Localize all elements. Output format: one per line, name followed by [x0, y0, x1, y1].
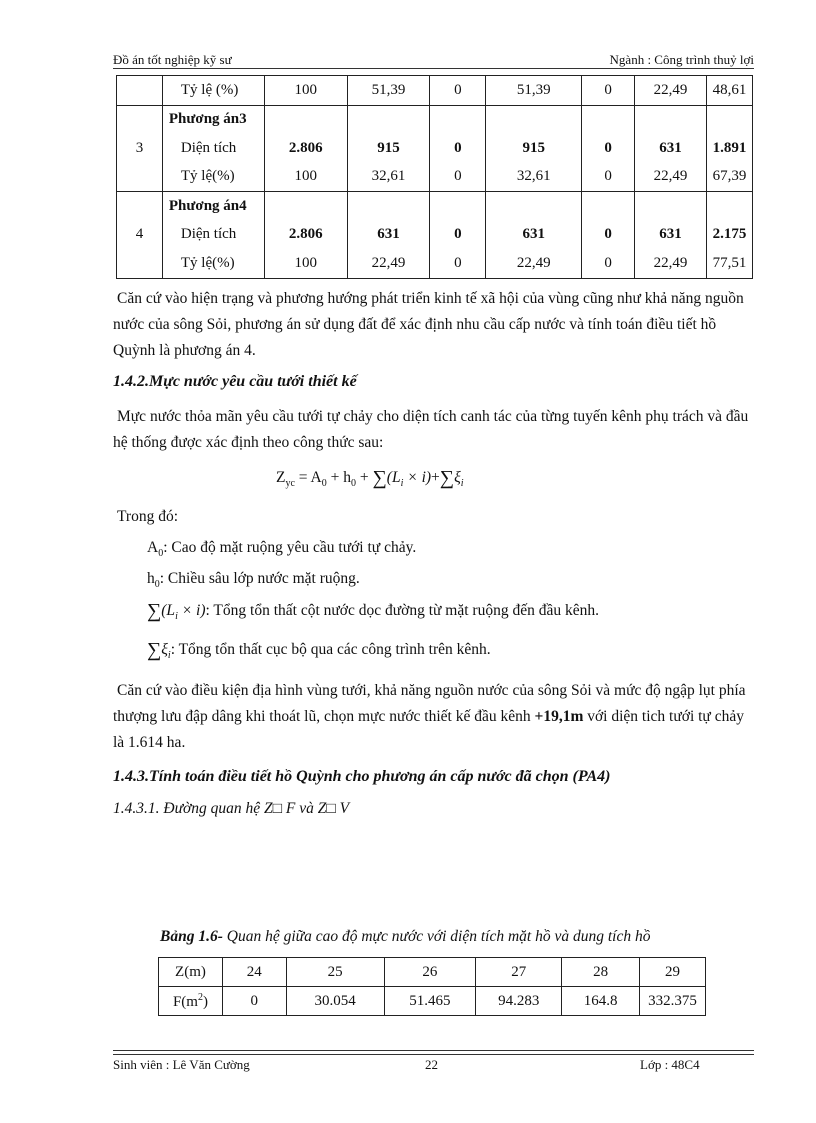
table-row: Tỷ lệ(%) 100 32,61 0 32,61 0 22,49 67,39	[117, 163, 753, 192]
table-row: 4 Diện tích 2.806 631 0 631 0 631 2.175	[117, 221, 753, 250]
heading-1-4-3-1: 1.4.3.1. Đường quan hệ Z□ F và Z□ V	[113, 800, 350, 817]
paragraph-water-level: Mực nước thỏa mãn yêu cầu tưới tự chảy cho diện tích canh tác của từng tuyến kênh phụ trách và đầu hệ thống được xác định theo công thức sau:	[113, 408, 749, 451]
table-row: Z(m) 24 25 26 27 28 29	[159, 958, 706, 987]
table-row: Tỷ lệ (%) 100 51,39 0 51,39 0 22,49 48,61	[117, 76, 753, 106]
def-h0: $h_0$: Chiều sâu lớp nước mặt ruộng.	[147, 570, 360, 591]
table-row: Phương án3	[117, 105, 753, 134]
table-row: $F(m^2)$ 0 30.054 51.465 94.283 164.8 332.375	[159, 987, 706, 1016]
heading-1-4-2: 1.4.2.Mực nước yêu cầu tưới thiết kế	[113, 373, 357, 390]
header-left: Đồ án tốt nghiệp kỹ sư	[113, 52, 232, 67]
page-number: 22	[425, 1057, 438, 1072]
table-caption: Bảng 1.6- Quan hệ giữa cao độ mực nước với diện tích mặt hồ và dung tích hồ	[160, 928, 651, 945]
heading-1-4-3: 1.4.3.Tính toán điều tiết hồ Quỳnh cho phương án cấp nước đã chọn (PA4)	[113, 768, 611, 785]
table-row: Phương án4	[117, 192, 753, 221]
def-sum-li: $\sum(L_i \times i)$: Tổng tổn thất cột nước dọc đường từ mặt ruộng đến đầu kênh.	[147, 600, 599, 623]
footer-left: Sinh viên : Lê Văn Cường	[113, 1057, 250, 1072]
table-row: Tỷ lệ(%) 100 22,49 0 22,49 0 22,49 77,51	[117, 249, 753, 278]
land-use-table	[116, 75, 753, 279]
trong-do-label: Trong đó:	[117, 508, 179, 525]
header-right: Ngành : Công trình thuỷ lợi	[609, 52, 754, 67]
def-a0: $A_0$: Cao độ mặt ruộng yêu cầu tưới tự chảy.	[147, 539, 417, 560]
table-row: 3 Diện tích 2.806 915 0 915 0 631 1.891	[117, 134, 753, 163]
formula-zyc: $Z_{yc} = A_0 + h_0 + \sum(L_i \times i)+\sum\xi_i$	[276, 467, 464, 490]
paragraph-design-level: Căn cứ vào điều kiện địa hình vùng tưới, khả năng nguồn nước của sông Sỏi và mức độ ngập lụt phía thượng lưu đập dâng khi thoát lũ, chọn mực nước thiết kế đầu kênh +19,1m với diện tich tưới tự chảy là 1.614 ha.	[113, 682, 746, 751]
footer-rule	[113, 1050, 754, 1055]
footer-right: Lớp : 48C4	[640, 1057, 700, 1072]
def-sum-xi: $\sum\xi_i$: Tổng tổn thất cục bộ qua các công trình trên kênh.	[147, 639, 491, 662]
zf-table	[158, 957, 706, 1016]
paragraph-conclusion: Căn cứ vào hiện trạng và phương hướng phát triển kinh tế xã hội của vùng cũng như khả năng nguồn nước của sông Sỏi, phương án sử dụng đất để xác định nhu cầu cấp nước và tính toán điều tiết hồ Quỳnh là phương án 4.	[113, 290, 744, 359]
page-header	[113, 52, 754, 69]
